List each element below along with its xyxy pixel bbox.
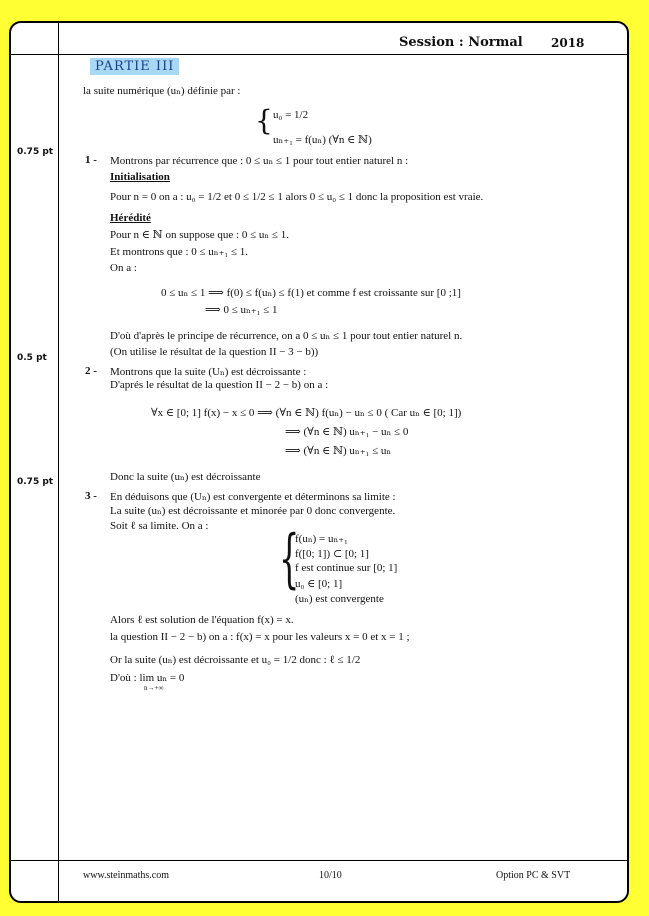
- q2-eq-2: ⟹ (∀n ∈ ℕ) uₙ₊₁ − uₙ ≤ 0: [285, 426, 409, 438]
- q1-number: 1 -: [85, 154, 97, 166]
- q3-after-1: Alors ℓ est solution de l'équation f(x) = x.: [110, 614, 294, 626]
- hered-line-2: Et montrons que : 0 ≤ uₙ₊₁ ≤ 1.: [110, 246, 248, 258]
- q2-eq-3: ⟹ (∀n ∈ ℕ) uₙ₊₁ ≤ uₙ: [285, 445, 392, 457]
- cond-4: u₀ ∈ [0; 1]: [295, 578, 343, 590]
- cond-1: f(uₙ) = uₙ₊₁: [295, 533, 348, 545]
- conditions-brace: {: [279, 522, 300, 596]
- session-year: 2018: [551, 36, 585, 50]
- hered-label: Hérédité: [110, 212, 151, 224]
- system-brace: {: [255, 104, 273, 137]
- q3-after-2: la question II − 2 − b) on a : f(x) = x pour les valeurs x = 0 et x = 1 ;: [110, 631, 410, 643]
- q1-conclusion-2: (On utilise le résultat de la question II − 3 − b)): [110, 346, 319, 358]
- hered-line-3: On a :: [110, 262, 137, 274]
- footer-divider: [11, 860, 627, 861]
- init-label: Initialisation: [110, 171, 170, 183]
- q3-line-2: Soit ℓ sa limite. On a :: [110, 520, 209, 532]
- q1-eq-1: 0 ≤ uₙ ≤ 1 ⟹ f(0) ≤ f(uₙ) ≤ f(1) et comme f est croissante sur [0 ;1]: [161, 287, 461, 299]
- session-label: Session : Normal: [399, 35, 523, 50]
- q2-title: Montrons que la suite (Uₙ) est décroissante :: [110, 366, 307, 378]
- cond-2: f([0; 1]) ⊂ [0; 1]: [295, 548, 369, 560]
- q2-eq-1: ∀x ∈ [0; 1] f(x) − x ≤ 0 ⟹ (∀n ∈ ℕ) f(uₙ) − uₙ ≤ 0 ( Car uₙ ∈ [0; 1]): [151, 407, 462, 419]
- init-text: Pour n = 0 on a : u₀ = 1/2 et 0 ≤ 1/2 ≤ 1 alors 0 ≤ u₀ ≤ 1 donc la proposition est vraie.: [110, 191, 484, 203]
- q1-title: Montrons par récurrence que : 0 ≤ uₙ ≤ 1 pour tout entier naturel n :: [110, 155, 409, 167]
- q2-sub: D'aprés le résultat de la question II − 2 − b) on a :: [110, 379, 329, 391]
- system-line-1: u₀ = 1/2: [273, 109, 309, 121]
- points-q2: 0.5 pt: [17, 353, 47, 363]
- cond-3: f est continue sur [0; 1]: [295, 562, 398, 574]
- q3-line-1: La suite (uₙ) est décroissante et minorée par 0 donc convergente.: [110, 505, 396, 517]
- q3-title: En déduisons que (Uₙ) est convergente et déterminons sa limite :: [110, 491, 396, 503]
- q2-conclusion: Donc la suite (uₙ) est décroissante: [110, 471, 261, 483]
- points-q1: 0.75 pt: [17, 147, 54, 157]
- q2-number: 2 -: [85, 365, 97, 377]
- q3-after-4: D'où : lim uₙ = 0: [110, 672, 185, 684]
- points-q3: 0.75 pt: [17, 477, 54, 487]
- q1-eq-2: ⟹ 0 ≤ uₙ₊₁ ≤ 1: [205, 304, 278, 316]
- footer-site[interactable]: www.steinmaths.com: [83, 870, 170, 881]
- cond-5: (uₙ) est convergente: [295, 593, 384, 605]
- intro-text: la suite numérique (uₙ) définie par :: [83, 85, 241, 97]
- footer-page: 10/10: [319, 870, 342, 881]
- margin-line: [58, 23, 59, 901]
- partie-title: PARTIE III: [90, 58, 179, 75]
- limit-subscript: n→+∞: [144, 684, 164, 692]
- footer-option: Option PC & SVT: [496, 870, 571, 881]
- q3-number: 3 -: [85, 490, 97, 502]
- q1-conclusion-1: D'où d'après le principe de récurrence, on a 0 ≤ uₙ ≤ 1 pour tout entier naturel n.: [110, 330, 463, 342]
- hered-line-1: Pour n ∈ ℕ on suppose que : 0 ≤ uₙ ≤ 1.: [110, 229, 289, 241]
- page: [9, 21, 629, 903]
- q3-after-3: Or la suite (uₙ) est décroissante et u₀ = 1/2 donc : ℓ ≤ 1/2: [110, 654, 361, 666]
- header-divider: [11, 54, 627, 55]
- system-line-2: uₙ₊₁ = f(uₙ) (∀n ∈ ℕ): [273, 134, 372, 146]
